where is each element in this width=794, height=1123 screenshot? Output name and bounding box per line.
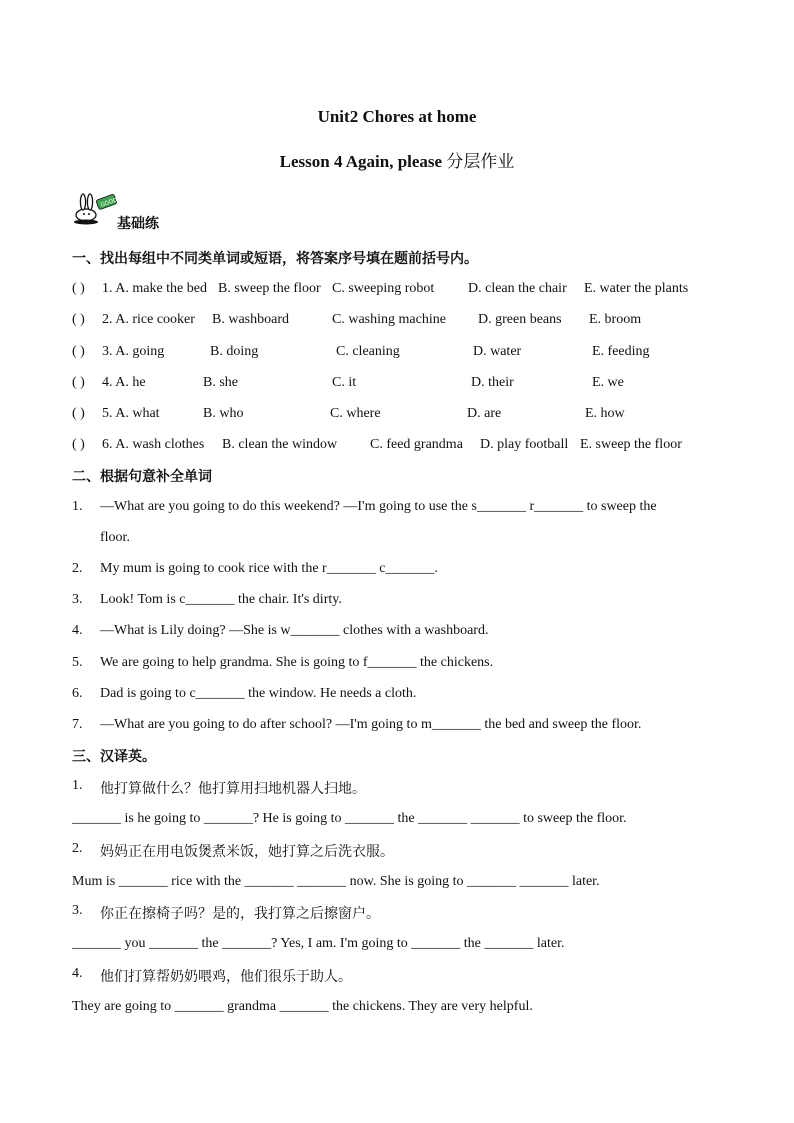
- sentence-text: Dad is going to c_______ the window. He needs a cloth.: [100, 686, 417, 701]
- item-number: 3.: [72, 903, 83, 918]
- subtitle-english: Lesson 4 Again, please: [279, 152, 447, 171]
- answer-bracket: ( ): [72, 344, 85, 359]
- section-heading: 一、找出每组中不同类单词或短语，将答案序号填在题前括号内。: [72, 251, 478, 267]
- option-b: B. clean the window: [222, 437, 338, 452]
- option-a: 6. A. wash clothes: [102, 437, 205, 452]
- option-e: E. broom: [589, 312, 642, 327]
- chinese-sentence: 他打算做什么？他打算用扫地机器人扫地。: [100, 781, 366, 797]
- option-a: 1. A. make the bed: [102, 281, 207, 296]
- answer-bracket: ( ): [72, 281, 85, 296]
- item-number: 1.: [72, 778, 83, 793]
- item-number: 2.: [72, 841, 83, 856]
- option-d: D. clean the chair: [468, 281, 567, 296]
- item-number: 5.: [72, 655, 83, 670]
- chinese-sentence: 妈妈正在用电饭煲煮米饭，她打算之后洗衣服。: [100, 844, 394, 860]
- option-b: B. washboard: [212, 312, 289, 327]
- section-heading: 三、汉译英。: [72, 749, 156, 765]
- chinese-sentence: 他们打算帮奶奶喂鸡，他们很乐于助人。: [100, 969, 352, 985]
- section-label: 基础练: [117, 216, 159, 232]
- section-heading: 二、根据句意补全单词: [72, 469, 212, 485]
- option-a: 5. A. what: [102, 406, 160, 421]
- option-b: B. she: [203, 375, 238, 390]
- option-a: 4. A. he: [102, 375, 146, 390]
- option-e: E. sweep the floor: [580, 437, 682, 452]
- option-c: C. sweeping robot: [332, 281, 435, 296]
- answer-bracket: ( ): [72, 437, 85, 452]
- page-subtitle: [0, 147, 794, 172]
- option-d: D. are: [467, 406, 502, 421]
- option-c: C. where: [330, 406, 381, 421]
- sentence-text: —What is Lily doing? —She is w_______ clothes with a washboard.: [100, 623, 489, 638]
- option-d: D. their: [471, 375, 514, 390]
- badge-tag-text: GOOD: [100, 197, 118, 209]
- option-c: C. washing machine: [332, 312, 446, 327]
- english-blank-line: They are going to _______ grandma _______ the chickens. They are very helpful.: [72, 999, 533, 1014]
- option-e: E. we: [592, 375, 624, 390]
- option-e: E. how: [585, 406, 625, 421]
- option-a: 2. A. rice cooker: [102, 312, 195, 327]
- english-blank-line: Mum is _______ rice with the _______ _______ now. She is going to _______ _______ later.: [72, 874, 600, 889]
- item-number: 6.: [72, 686, 83, 701]
- option-a: 3. A. going: [102, 344, 165, 359]
- option-d: D. green beans: [478, 312, 562, 327]
- item-number: 4.: [72, 966, 83, 981]
- item-number: 2.: [72, 561, 83, 576]
- sentence-text: We are going to help grandma. She is going to f_______ the chickens.: [100, 655, 494, 670]
- sentence-text: —What are you going to do after school? —I'm going to m_______ the bed and sweep the floor.: [100, 717, 642, 732]
- english-blank-line: _______ is he going to _______? He is going to _______ the _______ _______ to sweep the floor.: [72, 811, 627, 826]
- option-c: C. it: [332, 375, 357, 390]
- sentence-continuation: floor.: [100, 530, 130, 545]
- option-e: E. feeding: [592, 344, 650, 359]
- bunny-icon: [74, 193, 118, 225]
- option-b: B. sweep the floor: [218, 281, 321, 296]
- answer-bracket: ( ): [72, 406, 85, 421]
- item-number: 1.: [72, 499, 83, 514]
- sentence-text: —What are you going to do this weekend? —I'm going to use the s_______ r_______ to sweep the: [100, 499, 657, 514]
- option-d: D. play football: [480, 437, 569, 452]
- item-number: 3.: [72, 592, 83, 607]
- option-b: B. who: [203, 406, 244, 421]
- option-c: C. feed grandma: [370, 437, 463, 452]
- option-d: D. water: [473, 344, 522, 359]
- sentence-text: Look! Tom is c_______ the chair. It's dirty.: [100, 592, 342, 607]
- answer-bracket: ( ): [72, 375, 85, 390]
- option-c: C. cleaning: [336, 344, 400, 359]
- sentence-text: My mum is going to cook rice with the r_______ c_______.: [100, 561, 438, 576]
- chinese-sentence: 你正在擦椅子吗？是的，我打算之后擦窗户。: [100, 906, 380, 922]
- option-e: E. water the plants: [584, 281, 689, 296]
- english-blank-line: _______ you _______ the _______? Yes, I am. I'm going to _______ the _______ later.: [72, 936, 565, 951]
- option-b: B. doing: [210, 344, 259, 359]
- item-number: 7.: [72, 717, 83, 732]
- subtitle-chinese: 分层作业: [446, 152, 515, 172]
- item-number: 4.: [72, 623, 83, 638]
- answer-bracket: ( ): [72, 312, 85, 327]
- page-title: Unit2 Chores at home: [317, 107, 477, 126]
